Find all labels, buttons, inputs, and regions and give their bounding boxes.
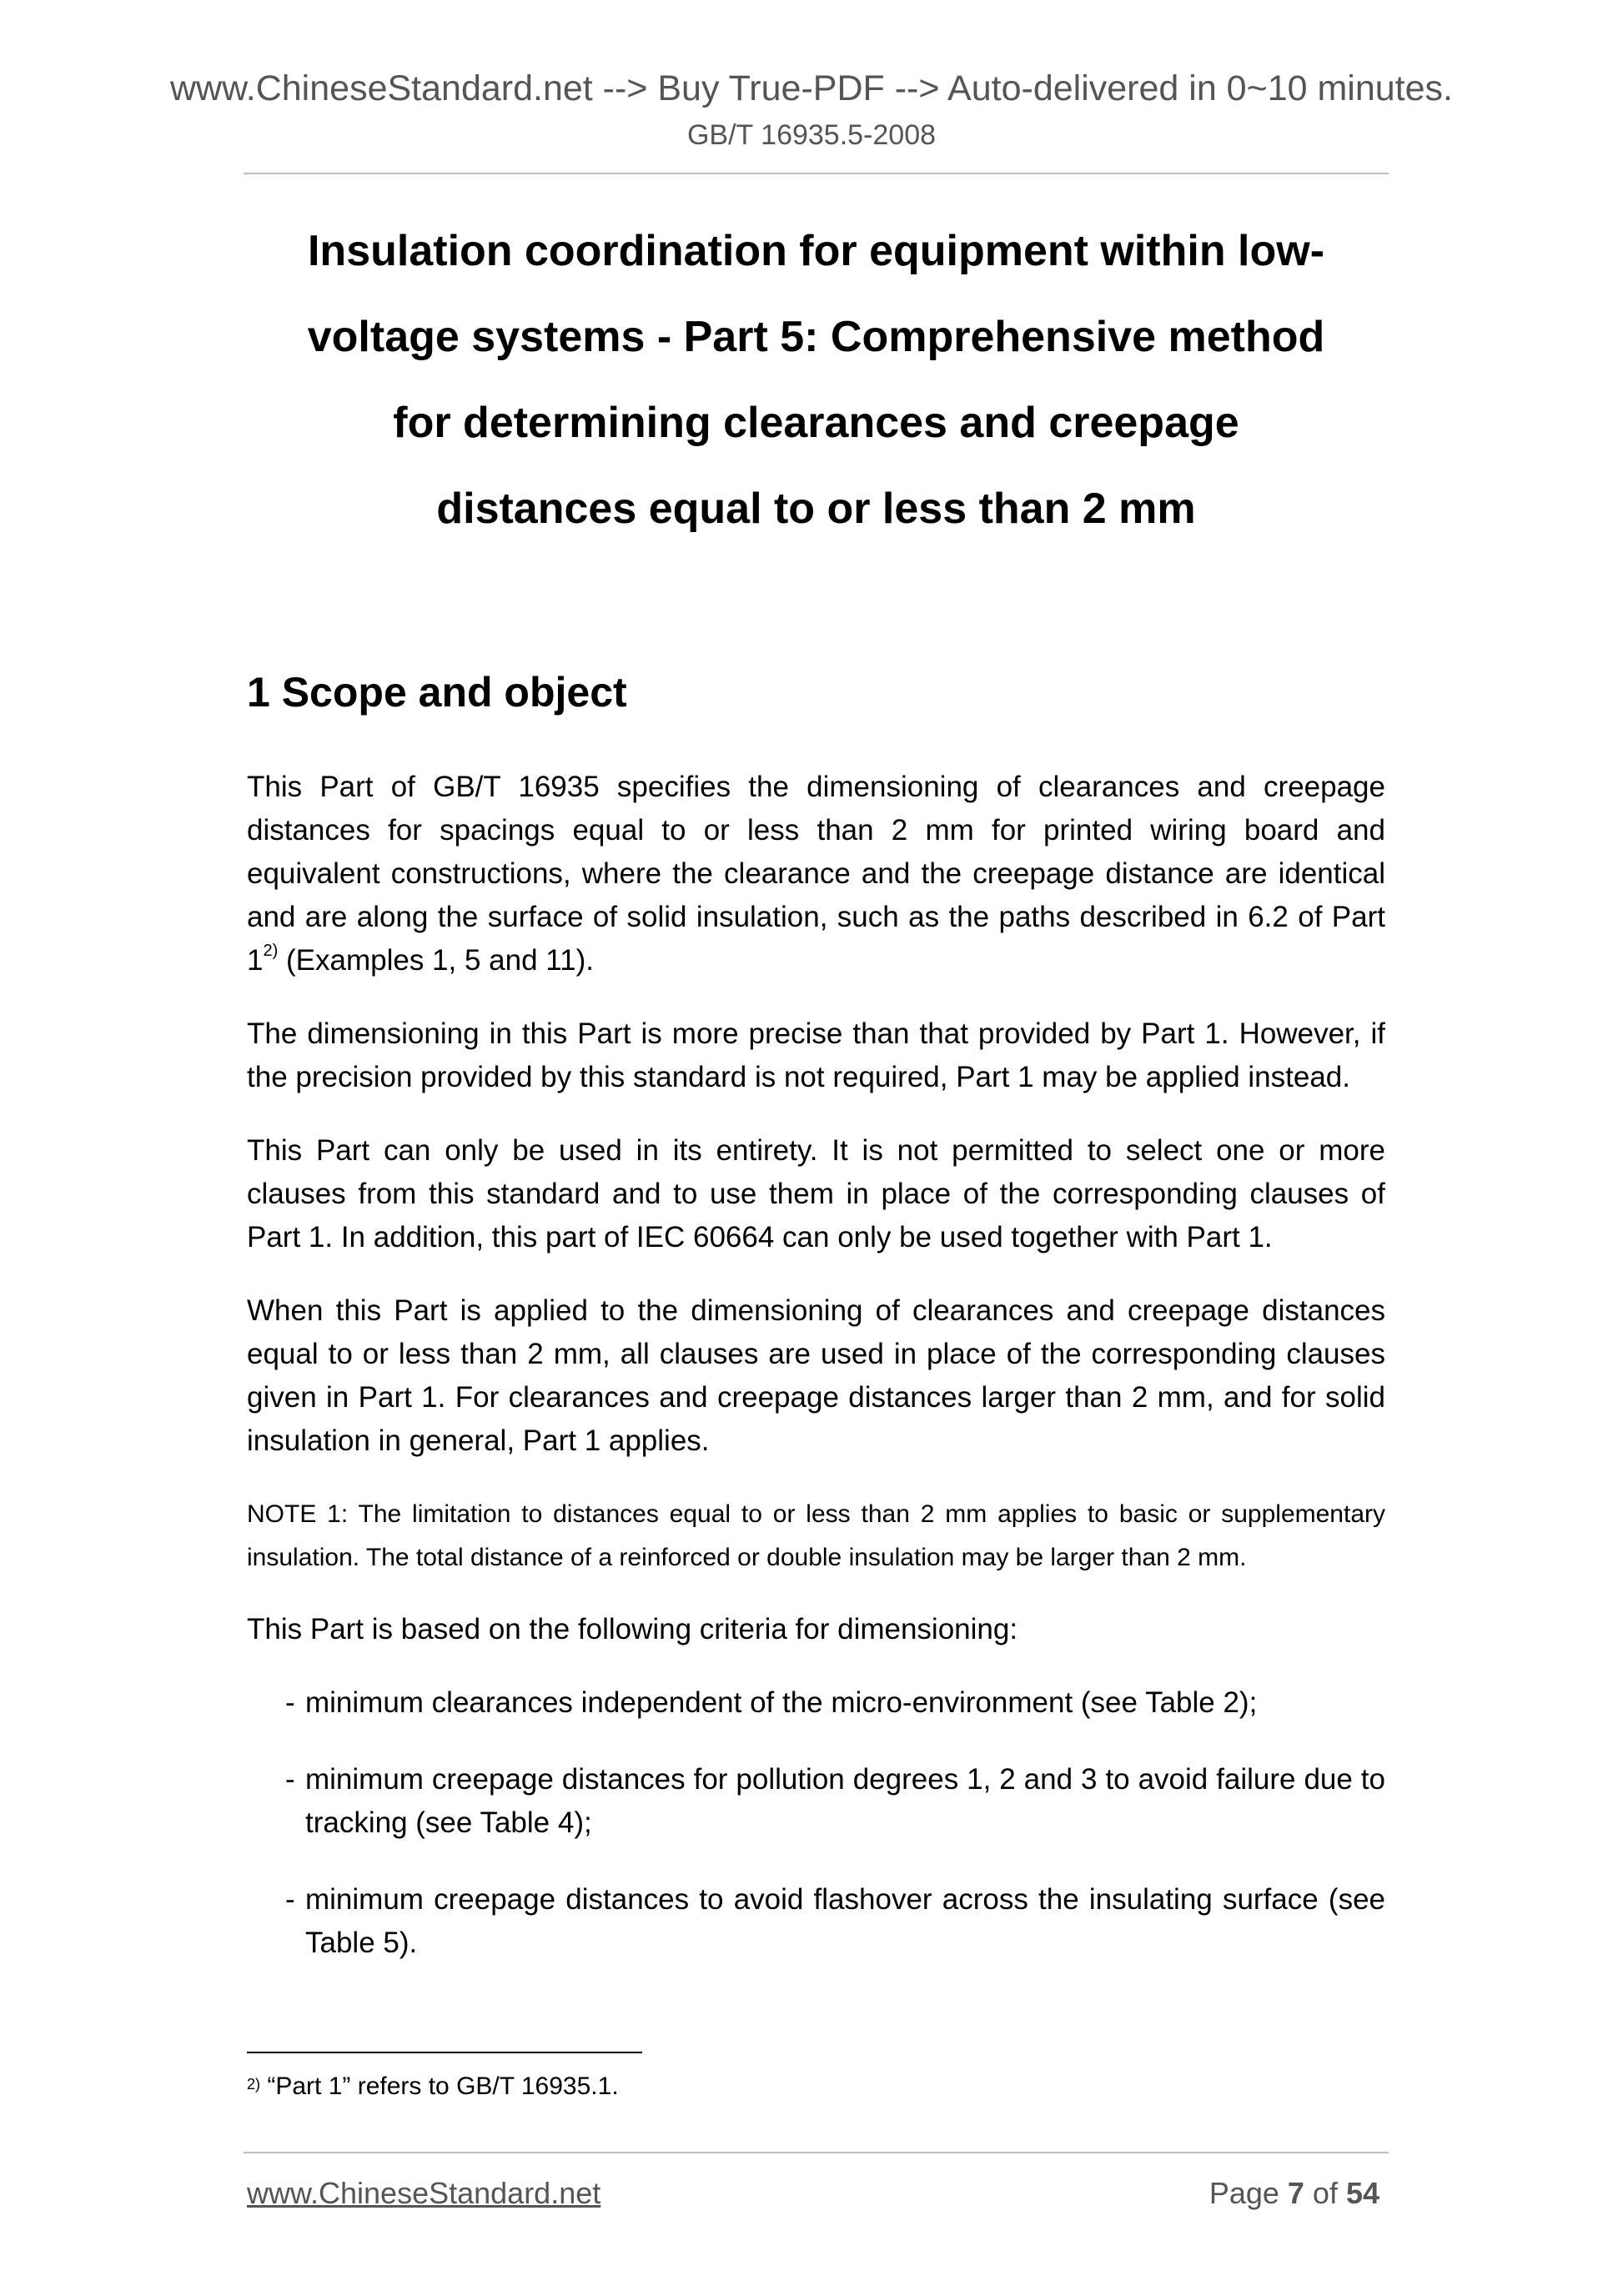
footnote [247, 2068, 619, 2105]
paragraph-scope [247, 766, 1385, 982]
title-line-2: voltage systems - Part 5: Comprehensive method [307, 313, 1325, 361]
document-title [244, 208, 1389, 552]
list-dash: - [285, 1883, 295, 1916]
title-line-1: Insulation coordination for equipment within low- [307, 227, 1325, 275]
criteria-item-text: minimum clearances independent of the micro-environment (see Table 2); [305, 1686, 1258, 1719]
header-banner: www.ChineseStandard.net --> Buy True-PDF --> Auto-delivered in 0~10 minutes. [169, 68, 1453, 108]
page-label: Page [1208, 2176, 1288, 2210]
criteria-intro: This Part is based on the following criteria for dimensioning: [247, 1613, 1018, 1645]
footnote-divider [247, 2052, 642, 2053]
footer-site-link[interactable]: www.ChineseStandard.net [247, 2176, 601, 2210]
paragraph-scope-text: This Part of GB/T 16935 specifies the dimensioning of clearances and creepage distances for spacings equal to or less than 2 mm for printed wiring board and equivalent constructions, where the clearance and the creepage distance are identical and are along the surface of solid insulation, such as the paths described in 6.2 of Part 1 [247, 771, 1385, 977]
title-line-4: distances equal to or less than 2 mm [436, 485, 1196, 533]
paragraph-application: When this Part is applied to the dimensioning of clearances and creepage distances equal to or less than 2 mm, all clauses are used in place of the corresponding clauses given in Part 1. For clearances and creepage distances larger than 2 mm, and for solid insulation in general, Part 1 applies. [247, 1294, 1385, 1457]
criteria-item [247, 1758, 1385, 1845]
footnote-ref[interactable]: 2) [263, 942, 279, 961]
section-body [247, 766, 1385, 1998]
footer-divider [244, 2152, 1389, 2153]
criteria-item-text: minimum creepage distances for pollution degrees 1, 2 and 3 to avoid failure due to tracking (see Table 4); [305, 1763, 1385, 1839]
list-dash: - [285, 1763, 295, 1796]
paragraph-entirety: This Part can only be used in its entirety. It is not permitted to select one or more clauses from this standard and to use them in place of the corresponding clauses of Part 1. In addition, this part of IEC 60664 can only be used together with Part 1. [247, 1134, 1385, 1254]
section-heading: 1 Scope and object [247, 669, 627, 716]
standard-code: GB/T 16935.5-2008 [686, 119, 937, 151]
criteria-list [247, 1681, 1385, 1965]
criteria-item-text: minimum creepage distances to avoid flashover across the insulating surface (see Table 5). [305, 1883, 1385, 1959]
footnote-marker: 2) [247, 2076, 261, 2093]
paragraph-precision: The dimensioning in this Part is more precise than that provided by Part 1. However, if the precision provided by this standard is not required, Part 1 may be applied instead. [247, 1017, 1385, 1093]
paragraph-scope-tail: (Examples 1, 5 and 11). [278, 944, 594, 977]
criteria-item [247, 1681, 1385, 1725]
title-line-3: for determining clearances and creepage [393, 399, 1239, 447]
of-label: of [1304, 2176, 1346, 2210]
note-1: NOTE 1: The limitation to distances equal to or less than 2 mm applies to basic or supplementary insulation. The total distance of a reinforced or double insulation may be larger than 2 mm. [247, 1500, 1385, 1571]
criteria-item [247, 1878, 1385, 1965]
list-dash: - [285, 1686, 295, 1719]
footnote-text: “Part 1” refers to GB/T 16935.1. [260, 2072, 619, 2100]
page-number: 7 [1287, 2176, 1304, 2210]
header-divider [244, 173, 1389, 174]
page-indicator [1209, 2173, 1379, 2213]
total-pages: 54 [1345, 2176, 1379, 2210]
